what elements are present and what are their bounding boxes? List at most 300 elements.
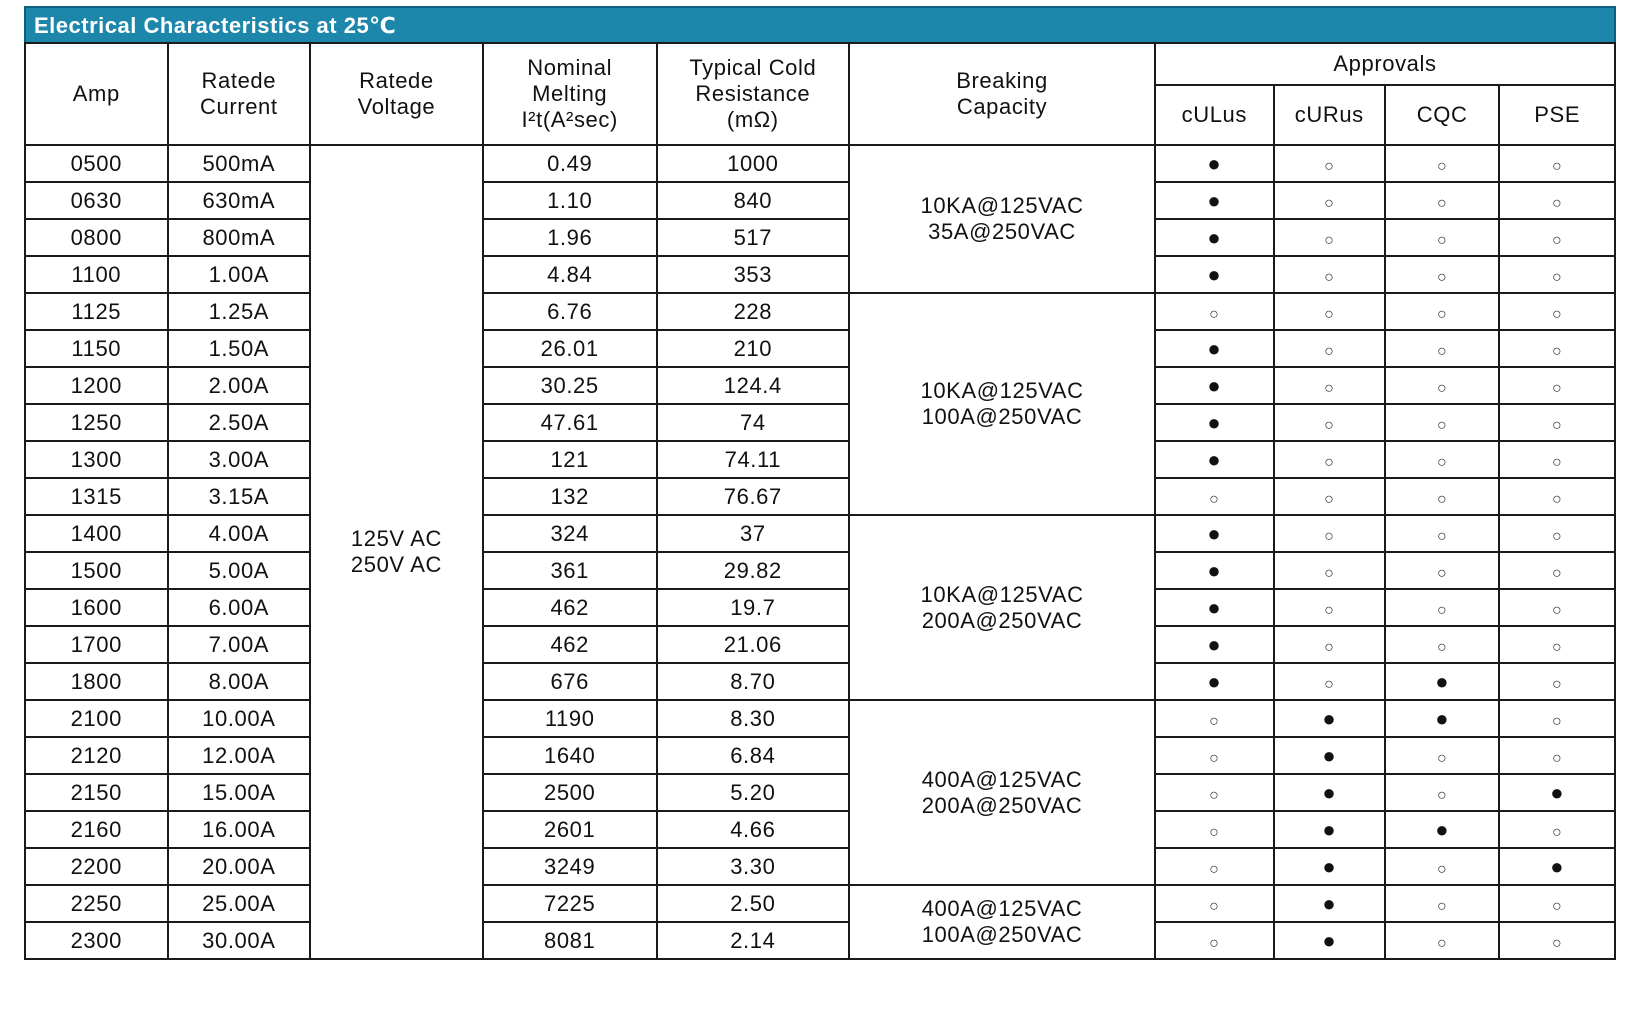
not-approved-circle-icon: ○	[1437, 638, 1448, 656]
not-approved-circle-icon: ○	[1324, 601, 1335, 619]
rated-current-cell: 30.00A	[168, 922, 311, 959]
table-header	[25, 43, 1615, 145]
not-approved-circle-icon: ○	[1552, 601, 1563, 619]
approval-cqc-cell	[1385, 848, 1499, 885]
approval-curus-cell	[1274, 848, 1385, 885]
not-approved-circle-icon: ○	[1209, 749, 1220, 767]
melting-i2t-cell: 361	[483, 552, 657, 589]
approval-curus-cell	[1274, 774, 1385, 811]
approval-pse-cell	[1499, 811, 1615, 848]
not-approved-circle-icon: ○	[1552, 416, 1563, 434]
breaking-capacity-line: 200A@250VAC	[921, 792, 1083, 818]
approved-dot-icon: ●	[1207, 187, 1222, 213]
approved-dot-icon: ●	[1207, 446, 1222, 472]
not-approved-circle-icon: ○	[1324, 490, 1335, 508]
cold-resistance-cell: 74.11	[657, 441, 850, 478]
not-approved-circle-icon: ○	[1437, 268, 1448, 286]
header-approval-culus: cULus	[1155, 85, 1274, 145]
not-approved-circle-icon: ○	[1324, 416, 1335, 434]
not-approved-circle-icon: ○	[1552, 638, 1563, 656]
header-rated-current-line: Ratede	[201, 68, 277, 93]
approval-culus-cell	[1155, 552, 1274, 589]
approval-cqc-cell	[1385, 219, 1499, 256]
breaking-capacity-line: 400A@125VAC	[921, 896, 1083, 921]
approved-dot-icon: ●	[1207, 631, 1222, 657]
rated-voltage-cell	[310, 145, 483, 959]
approved-dot-icon: ●	[1550, 779, 1565, 805]
not-approved-circle-icon: ○	[1552, 490, 1563, 508]
approval-culus-cell	[1155, 145, 1274, 182]
approval-pse-cell	[1499, 478, 1615, 515]
approval-cqc-cell	[1385, 774, 1499, 811]
table-row	[25, 811, 1615, 848]
amp-cell: 0630	[25, 182, 168, 219]
amp-cell: 2120	[25, 737, 168, 774]
amp-cell: 1125	[25, 293, 168, 330]
approval-pse-cell	[1499, 219, 1615, 256]
not-approved-circle-icon: ○	[1437, 786, 1448, 804]
not-approved-circle-icon: ○	[1437, 453, 1448, 471]
table-row	[25, 848, 1615, 885]
header-breaking-capacity-line: Breaking	[956, 68, 1048, 93]
header-cold-resistance-line: Resistance	[695, 81, 811, 106]
approved-dot-icon: ●	[1207, 372, 1222, 398]
rated-voltage-line: 250V AC	[350, 552, 442, 577]
not-approved-circle-icon: ○	[1324, 231, 1335, 249]
melting-i2t-cell: 7225	[483, 885, 657, 922]
approval-pse-cell	[1499, 182, 1615, 219]
approval-cqc-cell	[1385, 182, 1499, 219]
header-nominal-melting	[483, 43, 657, 145]
rated-current-cell: 630mA	[168, 182, 311, 219]
not-approved-circle-icon: ○	[1437, 416, 1448, 434]
approval-pse-cell	[1499, 515, 1615, 552]
approval-culus-cell	[1155, 848, 1274, 885]
rated-current-cell: 1.00A	[168, 256, 311, 293]
amp-cell: 1500	[25, 552, 168, 589]
breaking-capacity-cell	[849, 885, 1155, 959]
rated-current-cell: 6.00A	[168, 589, 311, 626]
approval-curus-cell	[1274, 700, 1385, 737]
approval-culus-cell	[1155, 219, 1274, 256]
approved-dot-icon: ●	[1207, 409, 1222, 435]
header-cold-resistance-line: Typical Cold	[689, 55, 817, 80]
not-approved-circle-icon: ○	[1209, 934, 1220, 952]
amp-cell: 2200	[25, 848, 168, 885]
amp-cell: 1150	[25, 330, 168, 367]
approval-pse-cell	[1499, 700, 1615, 737]
approved-dot-icon: ●	[1207, 668, 1222, 694]
not-approved-circle-icon: ○	[1437, 157, 1448, 175]
amp-cell: 0800	[25, 219, 168, 256]
approval-curus-cell	[1274, 441, 1385, 478]
approval-pse-cell	[1499, 737, 1615, 774]
approved-dot-icon: ●	[1207, 335, 1222, 361]
amp-cell: 0500	[25, 145, 168, 182]
not-approved-circle-icon: ○	[1209, 897, 1220, 915]
not-approved-circle-icon: ○	[1209, 823, 1220, 841]
table-row	[25, 626, 1615, 663]
breaking-capacity-cell	[849, 145, 1155, 293]
header-rated-current-line: Current	[200, 94, 278, 119]
not-approved-circle-icon: ○	[1552, 823, 1563, 841]
approval-curus-cell	[1274, 885, 1385, 922]
melting-i2t-cell: 324	[483, 515, 657, 552]
cold-resistance-cell: 210	[657, 330, 850, 367]
approval-cqc-cell	[1385, 589, 1499, 626]
breaking-capacity-cell	[849, 515, 1155, 700]
approval-curus-cell	[1274, 182, 1385, 219]
approval-culus-cell	[1155, 404, 1274, 441]
header-approvals: Approvals	[1155, 43, 1615, 85]
approval-culus-cell	[1155, 885, 1274, 922]
melting-i2t-cell: 2500	[483, 774, 657, 811]
approval-cqc-cell	[1385, 885, 1499, 922]
breaking-capacity-line: 10KA@125VAC	[920, 581, 1084, 607]
not-approved-circle-icon: ○	[1437, 749, 1448, 767]
rated-current-cell: 16.00A	[168, 811, 311, 848]
approval-pse-cell	[1499, 293, 1615, 330]
not-approved-circle-icon: ○	[1552, 157, 1563, 175]
approval-cqc-cell	[1385, 811, 1499, 848]
table-row	[25, 404, 1615, 441]
approval-curus-cell	[1274, 626, 1385, 663]
header-approval-cqc: CQC	[1385, 85, 1499, 145]
approval-culus-cell	[1155, 922, 1274, 959]
cold-resistance-cell: 29.82	[657, 552, 850, 589]
not-approved-circle-icon: ○	[1437, 194, 1448, 212]
approval-curus-cell	[1274, 404, 1385, 441]
approval-curus-cell	[1274, 478, 1385, 515]
approved-dot-icon: ●	[1550, 853, 1565, 879]
header-breaking-capacity	[849, 43, 1155, 145]
not-approved-circle-icon: ○	[1437, 231, 1448, 249]
amp-cell: 2300	[25, 922, 168, 959]
approval-pse-cell	[1499, 330, 1615, 367]
approval-pse-cell	[1499, 774, 1615, 811]
approved-dot-icon: ●	[1322, 779, 1337, 805]
table-row	[25, 663, 1615, 700]
approval-curus-cell	[1274, 515, 1385, 552]
not-approved-circle-icon: ○	[1437, 342, 1448, 360]
not-approved-circle-icon: ○	[1324, 268, 1335, 286]
breaking-capacity-line: 100A@250VAC	[921, 404, 1083, 429]
breaking-capacity-cell	[849, 293, 1155, 515]
cold-resistance-cell: 5.20	[657, 774, 850, 811]
amp-cell: 1700	[25, 626, 168, 663]
melting-i2t-cell: 1.96	[483, 219, 657, 256]
rated-current-cell: 25.00A	[168, 885, 311, 922]
cold-resistance-cell: 4.66	[657, 811, 850, 848]
not-approved-circle-icon: ○	[1552, 379, 1563, 397]
header-rated-voltage-line: Voltage	[357, 94, 436, 119]
amp-cell: 1250	[25, 404, 168, 441]
not-approved-circle-icon: ○	[1209, 490, 1220, 508]
rated-current-cell: 8.00A	[168, 663, 311, 700]
approved-dot-icon: ●	[1322, 927, 1337, 953]
not-approved-circle-icon: ○	[1437, 897, 1448, 915]
amp-cell: 1100	[25, 256, 168, 293]
approved-dot-icon: ●	[1435, 705, 1450, 731]
not-approved-circle-icon: ○	[1324, 453, 1335, 471]
table-row	[25, 145, 1615, 182]
breaking-capacity-line: 10KA@125VAC	[920, 193, 1084, 218]
melting-i2t-cell: 676	[483, 663, 657, 700]
not-approved-circle-icon: ○	[1552, 305, 1563, 323]
not-approved-circle-icon: ○	[1324, 675, 1335, 693]
approval-culus-cell	[1155, 441, 1274, 478]
not-approved-circle-icon: ○	[1437, 490, 1448, 508]
approval-cqc-cell	[1385, 478, 1499, 515]
not-approved-circle-icon: ○	[1552, 934, 1563, 952]
approval-pse-cell	[1499, 626, 1615, 663]
cold-resistance-cell: 74	[657, 404, 850, 441]
breaking-capacity-line: 400A@125VAC	[921, 766, 1083, 792]
approval-curus-cell	[1274, 922, 1385, 959]
approval-culus-cell	[1155, 700, 1274, 737]
cold-resistance-cell: 76.67	[657, 478, 850, 515]
melting-i2t-cell: 132	[483, 478, 657, 515]
approval-cqc-cell	[1385, 441, 1499, 478]
approval-culus-cell	[1155, 626, 1274, 663]
approval-curus-cell	[1274, 330, 1385, 367]
not-approved-circle-icon: ○	[1209, 305, 1220, 323]
approval-curus-cell	[1274, 663, 1385, 700]
cold-resistance-cell: 19.7	[657, 589, 850, 626]
not-approved-circle-icon: ○	[1324, 564, 1335, 582]
table-row	[25, 219, 1615, 256]
not-approved-circle-icon: ○	[1437, 860, 1448, 878]
table-row	[25, 478, 1615, 515]
breaking-capacity-line: 100A@250VAC	[921, 922, 1083, 947]
table-row	[25, 552, 1615, 589]
approval-curus-cell	[1274, 219, 1385, 256]
amp-cell: 1315	[25, 478, 168, 515]
approval-culus-cell	[1155, 367, 1274, 404]
melting-i2t-cell: 2601	[483, 811, 657, 848]
table-row	[25, 737, 1615, 774]
approval-pse-cell	[1499, 441, 1615, 478]
not-approved-circle-icon: ○	[1324, 194, 1335, 212]
not-approved-circle-icon: ○	[1552, 564, 1563, 582]
table-row	[25, 182, 1615, 219]
cold-resistance-cell: 6.84	[657, 737, 850, 774]
not-approved-circle-icon: ○	[1324, 638, 1335, 656]
breaking-capacity-cell	[849, 700, 1155, 885]
amp-cell: 1600	[25, 589, 168, 626]
melting-i2t-cell: 26.01	[483, 330, 657, 367]
rated-current-cell: 1.25A	[168, 293, 311, 330]
table-row	[25, 515, 1615, 552]
cold-resistance-cell: 840	[657, 182, 850, 219]
not-approved-circle-icon: ○	[1209, 712, 1220, 730]
approval-cqc-cell	[1385, 663, 1499, 700]
melting-i2t-cell: 462	[483, 589, 657, 626]
melting-i2t-cell: 0.49	[483, 145, 657, 182]
approval-cqc-cell	[1385, 145, 1499, 182]
table-row	[25, 922, 1615, 959]
not-approved-circle-icon: ○	[1552, 712, 1563, 730]
header-rated-current	[168, 43, 311, 145]
table-row	[25, 293, 1615, 330]
not-approved-circle-icon: ○	[1552, 342, 1563, 360]
approval-cqc-cell	[1385, 367, 1499, 404]
not-approved-circle-icon: ○	[1437, 934, 1448, 952]
table-row	[25, 589, 1615, 626]
approval-curus-cell	[1274, 367, 1385, 404]
approval-pse-cell	[1499, 404, 1615, 441]
melting-i2t-cell: 1640	[483, 737, 657, 774]
approval-cqc-cell	[1385, 330, 1499, 367]
approved-dot-icon: ●	[1207, 224, 1222, 250]
amp-cell: 1400	[25, 515, 168, 552]
electrical-characteristics-panel	[24, 6, 1616, 960]
cold-resistance-cell: 21.06	[657, 626, 850, 663]
rated-current-cell: 1.50A	[168, 330, 311, 367]
header-nominal-melting-line: I²t(A²sec)	[521, 107, 618, 132]
approval-pse-cell	[1499, 145, 1615, 182]
breaking-capacity-line: 35A@250VAC	[928, 219, 1076, 244]
rated-current-cell: 800mA	[168, 219, 311, 256]
cold-resistance-cell: 124.4	[657, 367, 850, 404]
melting-i2t-cell: 30.25	[483, 367, 657, 404]
amp-cell: 1200	[25, 367, 168, 404]
rated-current-cell: 3.15A	[168, 478, 311, 515]
breaking-capacity-line: 200A@250VAC	[921, 607, 1083, 633]
approved-dot-icon: ●	[1207, 557, 1222, 583]
not-approved-circle-icon: ○	[1324, 305, 1335, 323]
cold-resistance-cell: 3.30	[657, 848, 850, 885]
approval-culus-cell	[1155, 589, 1274, 626]
approved-dot-icon: ●	[1322, 705, 1337, 731]
not-approved-circle-icon: ○	[1324, 342, 1335, 360]
not-approved-circle-icon: ○	[1552, 268, 1563, 286]
melting-i2t-cell: 47.61	[483, 404, 657, 441]
melting-i2t-cell: 8081	[483, 922, 657, 959]
header-cold-resistance-line: (mΩ)	[726, 107, 779, 132]
melting-i2t-cell: 4.84	[483, 256, 657, 293]
approval-curus-cell	[1274, 256, 1385, 293]
cold-resistance-cell: 228	[657, 293, 850, 330]
approval-curus-cell	[1274, 589, 1385, 626]
rated-current-cell: 2.50A	[168, 404, 311, 441]
rated-current-cell: 5.00A	[168, 552, 311, 589]
header-rated-voltage	[310, 43, 483, 145]
rated-current-cell: 10.00A	[168, 700, 311, 737]
approved-dot-icon: ●	[1322, 890, 1337, 916]
approved-dot-icon: ●	[1207, 520, 1222, 546]
cold-resistance-cell: 8.70	[657, 663, 850, 700]
header-approval-curus: cURus	[1274, 85, 1385, 145]
approval-culus-cell	[1155, 663, 1274, 700]
rated-voltage-line: 125V AC	[350, 526, 442, 551]
melting-i2t-cell: 1.10	[483, 182, 657, 219]
melting-i2t-cell: 1190	[483, 700, 657, 737]
table-row	[25, 885, 1615, 922]
melting-i2t-cell: 6.76	[483, 293, 657, 330]
header-rated-voltage-line: Ratede	[359, 68, 434, 93]
cold-resistance-cell: 2.50	[657, 885, 850, 922]
approval-cqc-cell	[1385, 552, 1499, 589]
breaking-capacity-line: 10KA@125VAC	[920, 378, 1084, 403]
approval-pse-cell	[1499, 256, 1615, 293]
approved-dot-icon: ●	[1207, 594, 1222, 620]
header-cold-resistance	[657, 43, 850, 145]
not-approved-circle-icon: ○	[1552, 897, 1563, 915]
approved-dot-icon: ●	[1435, 668, 1450, 694]
table-row	[25, 774, 1615, 811]
not-approved-circle-icon: ○	[1552, 749, 1563, 767]
approval-cqc-cell	[1385, 737, 1499, 774]
approval-curus-cell	[1274, 811, 1385, 848]
not-approved-circle-icon: ○	[1324, 527, 1335, 545]
approved-dot-icon: ●	[1322, 853, 1337, 879]
not-approved-circle-icon: ○	[1437, 601, 1448, 619]
approval-cqc-cell	[1385, 404, 1499, 441]
approved-dot-icon: ●	[1207, 150, 1222, 176]
not-approved-circle-icon: ○	[1552, 194, 1563, 212]
approval-culus-cell	[1155, 256, 1274, 293]
cold-resistance-cell: 8.30	[657, 700, 850, 737]
approval-culus-cell	[1155, 811, 1274, 848]
rated-current-cell: 3.00A	[168, 441, 311, 478]
approval-culus-cell	[1155, 330, 1274, 367]
not-approved-circle-icon: ○	[1209, 786, 1220, 804]
amp-cell: 1300	[25, 441, 168, 478]
header-amp: Amp	[25, 43, 168, 145]
cold-resistance-cell: 2.14	[657, 922, 850, 959]
approval-cqc-cell	[1385, 922, 1499, 959]
approval-culus-cell	[1155, 774, 1274, 811]
approval-culus-cell	[1155, 515, 1274, 552]
approval-pse-cell	[1499, 589, 1615, 626]
not-approved-circle-icon: ○	[1209, 860, 1220, 878]
table-row	[25, 700, 1615, 737]
approval-culus-cell	[1155, 293, 1274, 330]
rated-current-cell: 12.00A	[168, 737, 311, 774]
approved-dot-icon: ●	[1435, 816, 1450, 842]
table-row	[25, 330, 1615, 367]
approval-pse-cell	[1499, 367, 1615, 404]
approval-pse-cell	[1499, 885, 1615, 922]
melting-i2t-cell: 462	[483, 626, 657, 663]
cold-resistance-cell: 1000	[657, 145, 850, 182]
approval-curus-cell	[1274, 552, 1385, 589]
approval-curus-cell	[1274, 737, 1385, 774]
amp-cell: 1800	[25, 663, 168, 700]
header-nominal-melting-line: Melting	[532, 81, 608, 106]
not-approved-circle-icon: ○	[1437, 527, 1448, 545]
amp-cell: 2250	[25, 885, 168, 922]
table-row	[25, 441, 1615, 478]
not-approved-circle-icon: ○	[1552, 675, 1563, 693]
not-approved-circle-icon: ○	[1437, 564, 1448, 582]
rated-current-cell: 500mA	[168, 145, 311, 182]
header-nominal-melting-line: Nominal	[527, 55, 613, 80]
cold-resistance-cell: 353	[657, 256, 850, 293]
not-approved-circle-icon: ○	[1437, 379, 1448, 397]
approval-pse-cell	[1499, 848, 1615, 885]
approval-cqc-cell	[1385, 515, 1499, 552]
table-body	[25, 145, 1615, 959]
approval-curus-cell	[1274, 145, 1385, 182]
not-approved-circle-icon: ○	[1552, 231, 1563, 249]
approval-culus-cell	[1155, 478, 1274, 515]
table-row	[25, 367, 1615, 404]
approval-cqc-cell	[1385, 626, 1499, 663]
approval-cqc-cell	[1385, 293, 1499, 330]
approval-cqc-cell	[1385, 700, 1499, 737]
